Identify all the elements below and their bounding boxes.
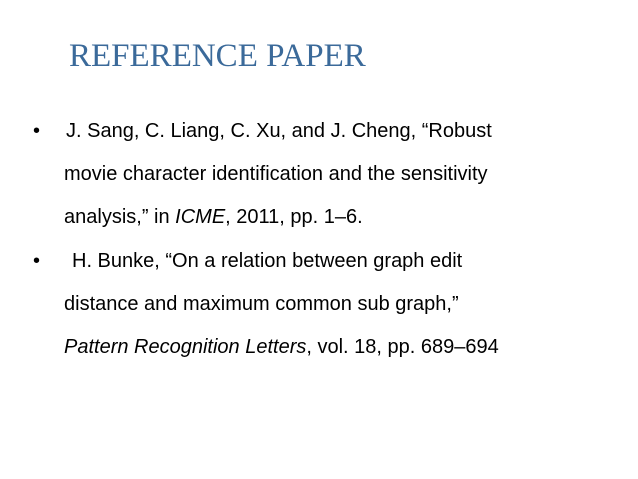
reference-text: analysis,” in: [64, 206, 176, 228]
reference-line: movie character identification and the sensitivity: [64, 163, 488, 185]
reference-text: , 2011, pp. 1–6.: [225, 206, 363, 228]
reference-line: [64, 326, 618, 369]
venue-name: ICME: [175, 206, 226, 228]
bullet-icon: •: [33, 250, 41, 272]
reference-text: , vol. 18, pp. 689–694: [306, 336, 499, 358]
reference-item-bunke: [0, 240, 638, 369]
slide-title: REFERENCE PAPER: [69, 38, 366, 74]
reference-line: [64, 196, 618, 239]
bullet-icon: •: [33, 120, 41, 142]
reference-item-sang: [0, 110, 638, 239]
reference-list: [0, 110, 638, 369]
reference-line: distance and maximum common sub graph,”: [64, 293, 459, 315]
venue-name: Pattern Recognition Letters: [64, 336, 307, 358]
reference-line: J. Sang, C. Liang, C. Xu, and J. Cheng, “Robust: [66, 120, 492, 142]
reference-line: H. Bunke, “On a relation between graph edit: [72, 250, 463, 272]
